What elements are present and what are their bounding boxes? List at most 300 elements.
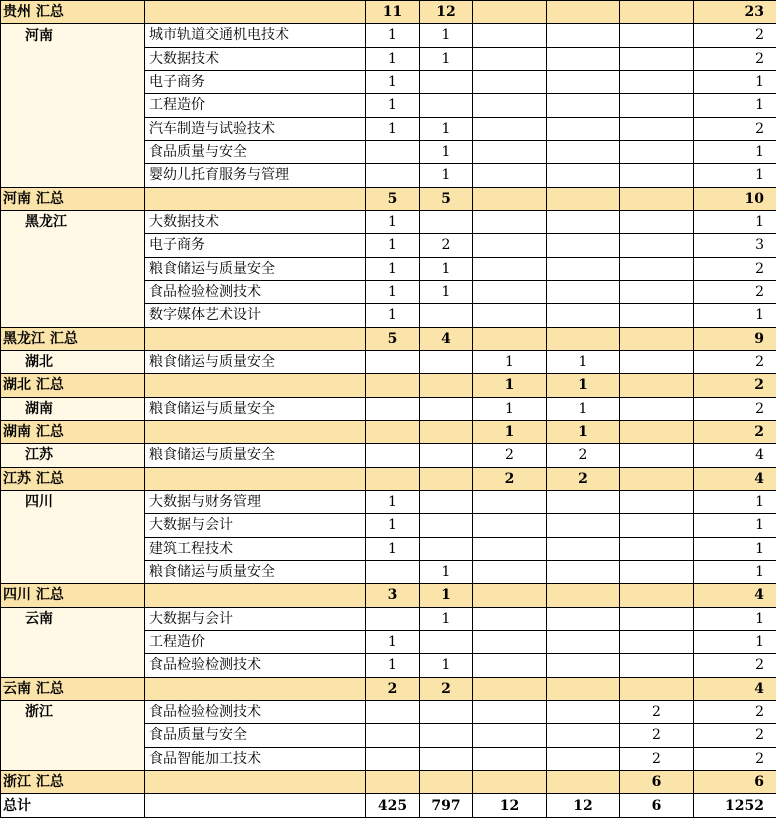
value-cell[interactable]: 1 — [366, 630, 420, 653]
subtotal-value[interactable] — [473, 187, 547, 210]
table-row — [1, 257, 776, 280]
table-row — [1, 164, 776, 187]
subtotal-value[interactable] — [547, 677, 620, 700]
value-cell[interactable]: 1 — [694, 94, 776, 117]
major-cell[interactable]: 食品质量与安全 — [145, 140, 366, 163]
value-cell[interactable] — [366, 397, 420, 420]
value-cell[interactable] — [620, 537, 694, 560]
value-cell[interactable]: 1 — [366, 47, 420, 70]
subtotal-value[interactable] — [420, 420, 473, 443]
major-cell[interactable]: 数字媒体艺术设计 — [145, 304, 366, 327]
value-cell[interactable] — [473, 700, 547, 723]
value-cell[interactable] — [620, 164, 694, 187]
value-cell[interactable] — [547, 47, 620, 70]
value-cell[interactable] — [473, 164, 547, 187]
value-cell[interactable] — [547, 747, 620, 770]
value-cell[interactable] — [547, 514, 620, 537]
subtotal-value[interactable] — [366, 467, 420, 490]
subtotal-value[interactable]: 1 — [473, 420, 547, 443]
value-cell[interactable]: 1 — [366, 654, 420, 677]
subtotal-value[interactable] — [547, 584, 620, 607]
value-cell[interactable] — [547, 630, 620, 653]
value-cell[interactable] — [366, 350, 420, 373]
province-cell[interactable]: 四川 — [1, 490, 145, 513]
table-row — [1, 490, 776, 513]
value-cell[interactable] — [473, 537, 547, 560]
value-cell[interactable] — [620, 94, 694, 117]
subtotal-value[interactable] — [620, 677, 694, 700]
value-cell[interactable]: 2 — [547, 444, 620, 467]
major-cell[interactable]: 电子商务 — [145, 70, 366, 93]
value-cell[interactable] — [547, 210, 620, 233]
value-cell[interactable] — [473, 280, 547, 303]
major-cell[interactable]: 食品检验检测技术 — [145, 700, 366, 723]
value-cell[interactable]: 2 — [694, 654, 776, 677]
value-cell[interactable] — [366, 140, 420, 163]
value-cell[interactable]: 1 — [694, 304, 776, 327]
province-cell[interactable] — [1, 117, 145, 140]
subtotal-label[interactable]: 黑龙江 汇总 — [1, 327, 145, 350]
value-cell[interactable]: 1 — [366, 490, 420, 513]
value-cell[interactable]: 2 — [420, 234, 473, 257]
value-cell[interactable] — [620, 607, 694, 630]
value-cell[interactable]: 1 — [694, 164, 776, 187]
value-cell[interactable] — [547, 560, 620, 583]
value-cell[interactable] — [366, 607, 420, 630]
value-cell[interactable]: 1 — [366, 304, 420, 327]
value-cell[interactable] — [620, 24, 694, 47]
province-cell[interactable]: 江苏 — [1, 444, 145, 467]
value-cell[interactable] — [473, 654, 547, 677]
value-cell[interactable] — [366, 164, 420, 187]
value-cell[interactable] — [473, 94, 547, 117]
subtotal-value[interactable]: 10 — [694, 187, 776, 210]
value-cell[interactable] — [420, 537, 473, 560]
value-cell[interactable]: 1 — [694, 537, 776, 560]
value-cell[interactable] — [620, 47, 694, 70]
value-cell[interactable] — [420, 444, 473, 467]
major-cell[interactable]: 大数据与会计 — [145, 514, 366, 537]
province-cell[interactable]: 湖北 — [1, 350, 145, 373]
subtotal-value[interactable]: 6 — [620, 770, 694, 793]
value-cell[interactable] — [547, 117, 620, 140]
value-cell[interactable]: 4 — [694, 444, 776, 467]
subtotal-value[interactable] — [620, 327, 694, 350]
value-cell[interactable] — [473, 560, 547, 583]
value-cell[interactable]: 1 — [473, 350, 547, 373]
subtotal-label[interactable]: 四川 汇总 — [1, 584, 145, 607]
value-cell[interactable] — [547, 257, 620, 280]
subtotal-value[interactable]: 5 — [366, 327, 420, 350]
major-cell[interactable]: 粮食储运与质量安全 — [145, 257, 366, 280]
value-cell[interactable]: 2 — [620, 724, 694, 747]
subtotal-value[interactable]: 1 — [473, 374, 547, 397]
grand-total-value[interactable]: 12 — [547, 794, 620, 818]
table-row — [1, 654, 776, 677]
value-cell[interactable]: 2 — [694, 257, 776, 280]
value-cell[interactable] — [547, 164, 620, 187]
province-cell[interactable] — [1, 514, 145, 537]
major-cell[interactable]: 食品检验检测技术 — [145, 280, 366, 303]
major-cell[interactable]: 婴幼儿托育服务与管理 — [145, 164, 366, 187]
value-cell[interactable]: 1 — [366, 94, 420, 117]
subtotal-value[interactable] — [547, 770, 620, 793]
subtotal-value[interactable]: 2 — [694, 374, 776, 397]
value-cell[interactable] — [420, 210, 473, 233]
subtotal-value[interactable] — [473, 677, 547, 700]
subtotal-value[interactable]: 4 — [420, 327, 473, 350]
subtotal-value[interactable]: 4 — [694, 677, 776, 700]
value-cell[interactable] — [547, 304, 620, 327]
value-cell[interactable]: 1 — [694, 70, 776, 93]
value-cell[interactable] — [620, 350, 694, 373]
province-cell[interactable] — [1, 537, 145, 560]
value-cell[interactable] — [620, 560, 694, 583]
value-cell[interactable]: 3 — [694, 234, 776, 257]
subtotal-value[interactable] — [547, 1, 620, 24]
subtotal-value[interactable] — [366, 420, 420, 443]
value-cell[interactable]: 2 — [620, 747, 694, 770]
major-cell[interactable]: 大数据与会计 — [145, 607, 366, 630]
value-cell[interactable] — [420, 94, 473, 117]
value-cell[interactable]: 2 — [694, 397, 776, 420]
subtotal-value[interactable] — [420, 770, 473, 793]
subtotal-blank[interactable] — [145, 677, 366, 700]
subtotal-value[interactable]: 2 — [547, 467, 620, 490]
major-cell[interactable]: 粮食储运与质量安全 — [145, 444, 366, 467]
value-cell[interactable] — [420, 350, 473, 373]
subtotal-value[interactable] — [547, 327, 620, 350]
value-cell[interactable]: 1 — [366, 24, 420, 47]
subtotal-value[interactable] — [366, 374, 420, 397]
value-cell[interactable]: 1 — [420, 140, 473, 163]
major-cell[interactable]: 汽车制造与试验技术 — [145, 117, 366, 140]
value-cell[interactable]: 1 — [694, 607, 776, 630]
value-cell[interactable] — [620, 257, 694, 280]
value-cell[interactable]: 1 — [420, 654, 473, 677]
value-cell[interactable]: 2 — [694, 280, 776, 303]
subtotal-blank[interactable] — [145, 374, 366, 397]
subtotal-value[interactable]: 23 — [694, 1, 776, 24]
value-cell[interactable]: 1 — [694, 514, 776, 537]
table-row — [1, 560, 776, 583]
table-row — [1, 117, 776, 140]
table-row — [1, 94, 776, 117]
province-cell[interactable] — [1, 234, 145, 257]
value-cell[interactable] — [420, 304, 473, 327]
value-cell[interactable] — [366, 747, 420, 770]
grand-total-blank[interactable] — [145, 794, 366, 818]
subtotal-value[interactable] — [366, 770, 420, 793]
value-cell[interactable]: 2 — [694, 724, 776, 747]
grand-total-value[interactable]: 12 — [473, 794, 547, 818]
subtotal-value[interactable]: 1 — [420, 584, 473, 607]
value-cell[interactable]: 1 — [420, 607, 473, 630]
value-cell[interactable] — [420, 747, 473, 770]
value-cell[interactable]: 2 — [473, 444, 547, 467]
value-cell[interactable] — [547, 234, 620, 257]
value-cell[interactable] — [366, 444, 420, 467]
province-cell[interactable]: 黑龙江 — [1, 210, 145, 233]
grand-total-value[interactable]: 425 — [366, 794, 420, 818]
subtotal-value[interactable]: 2 — [694, 420, 776, 443]
subtotal-label[interactable]: 湖南 汇总 — [1, 420, 145, 443]
table-row — [1, 210, 776, 233]
value-cell[interactable] — [473, 630, 547, 653]
table-row — [1, 444, 776, 467]
value-cell[interactable] — [473, 724, 547, 747]
major-cell[interactable]: 食品检验检测技术 — [145, 654, 366, 677]
subtotal-value[interactable] — [620, 584, 694, 607]
value-cell[interactable] — [420, 397, 473, 420]
value-cell[interactable]: 2 — [694, 24, 776, 47]
value-cell[interactable]: 2 — [694, 47, 776, 70]
subtotal-value[interactable] — [420, 467, 473, 490]
value-cell[interactable] — [620, 70, 694, 93]
value-cell[interactable] — [473, 747, 547, 770]
value-cell[interactable] — [547, 70, 620, 93]
grand-total-value[interactable]: 6 — [620, 794, 694, 818]
major-cell[interactable]: 建筑工程技术 — [145, 537, 366, 560]
subtotal-label[interactable]: 云南 汇总 — [1, 677, 145, 700]
value-cell[interactable]: 2 — [620, 700, 694, 723]
value-cell[interactable] — [473, 117, 547, 140]
value-cell[interactable] — [620, 444, 694, 467]
subtotal-value[interactable] — [473, 770, 547, 793]
value-cell[interactable]: 1 — [547, 350, 620, 373]
province-cell[interactable]: 云南 — [1, 607, 145, 630]
value-cell[interactable]: 2 — [694, 747, 776, 770]
value-cell[interactable] — [473, 140, 547, 163]
province-cell[interactable] — [1, 747, 145, 770]
subtotal-row — [1, 584, 776, 607]
value-cell[interactable] — [620, 117, 694, 140]
table-row — [1, 537, 776, 560]
value-cell[interactable]: 1 — [366, 70, 420, 93]
value-cell[interactable]: 1 — [420, 560, 473, 583]
value-cell[interactable] — [547, 537, 620, 560]
subtotal-value[interactable]: 12 — [420, 1, 473, 24]
province-cell[interactable] — [1, 164, 145, 187]
value-cell[interactable]: 1 — [420, 280, 473, 303]
value-cell[interactable] — [473, 257, 547, 280]
subtotal-label[interactable]: 河南 汇总 — [1, 187, 145, 210]
value-cell[interactable]: 1 — [420, 164, 473, 187]
value-cell[interactable] — [620, 280, 694, 303]
major-cell[interactable]: 粮食储运与质量安全 — [145, 350, 366, 373]
subtotal-label[interactable]: 湖北 汇总 — [1, 374, 145, 397]
subtotal-value[interactable] — [620, 1, 694, 24]
province-cell[interactable] — [1, 560, 145, 583]
subtotal-row — [1, 327, 776, 350]
subtotal-value[interactable]: 4 — [694, 467, 776, 490]
province-cell[interactable] — [1, 654, 145, 677]
subtotal-value[interactable] — [473, 584, 547, 607]
value-cell[interactable] — [366, 560, 420, 583]
value-cell[interactable] — [420, 70, 473, 93]
value-cell[interactable]: 1 — [420, 117, 473, 140]
major-cell[interactable]: 粮食储运与质量安全 — [145, 397, 366, 420]
value-cell[interactable] — [620, 630, 694, 653]
value-cell[interactable]: 1 — [420, 24, 473, 47]
subtotal-blank[interactable] — [145, 1, 366, 24]
value-cell[interactable] — [547, 490, 620, 513]
subtotal-value[interactable] — [473, 327, 547, 350]
value-cell[interactable]: 1 — [694, 490, 776, 513]
value-cell[interactable]: 1 — [366, 234, 420, 257]
province-cell[interactable] — [1, 94, 145, 117]
table-row — [1, 700, 776, 723]
value-cell[interactable]: 2 — [694, 350, 776, 373]
value-cell[interactable] — [620, 490, 694, 513]
major-cell[interactable]: 食品智能加工技术 — [145, 747, 366, 770]
value-cell[interactable] — [547, 24, 620, 47]
value-cell[interactable] — [366, 700, 420, 723]
value-cell[interactable] — [420, 630, 473, 653]
province-cell[interactable]: 浙江 — [1, 700, 145, 723]
major-cell[interactable]: 工程造价 — [145, 94, 366, 117]
value-cell[interactable] — [620, 210, 694, 233]
province-cell[interactable] — [1, 70, 145, 93]
value-cell[interactable]: 1 — [694, 560, 776, 583]
province-cell[interactable] — [1, 280, 145, 303]
table-row — [1, 47, 776, 70]
value-cell[interactable] — [547, 654, 620, 677]
value-cell[interactable] — [420, 514, 473, 537]
subtotal-row — [1, 677, 776, 700]
value-cell[interactable] — [366, 724, 420, 747]
value-cell[interactable] — [473, 70, 547, 93]
value-cell[interactable] — [620, 140, 694, 163]
subtotal-value[interactable]: 11 — [366, 1, 420, 24]
province-cell[interactable]: 河南 — [1, 24, 145, 47]
value-cell[interactable]: 1 — [694, 630, 776, 653]
value-cell[interactable]: 1 — [473, 397, 547, 420]
major-cell[interactable]: 粮食储运与质量安全 — [145, 560, 366, 583]
subtotal-value[interactable]: 2 — [366, 677, 420, 700]
value-cell[interactable]: 1 — [366, 537, 420, 560]
value-cell[interactable] — [620, 234, 694, 257]
value-cell[interactable] — [620, 397, 694, 420]
value-cell[interactable] — [420, 724, 473, 747]
value-cell[interactable] — [420, 490, 473, 513]
province-cell[interactable]: 湖南 — [1, 397, 145, 420]
value-cell[interactable] — [473, 47, 547, 70]
subtotal-value[interactable] — [620, 467, 694, 490]
subtotal-blank[interactable] — [145, 467, 366, 490]
major-cell[interactable]: 电子商务 — [145, 234, 366, 257]
value-cell[interactable] — [547, 700, 620, 723]
province-cell[interactable] — [1, 630, 145, 653]
value-cell[interactable]: 1 — [420, 47, 473, 70]
table-row — [1, 70, 776, 93]
value-cell[interactable] — [620, 514, 694, 537]
value-cell[interactable]: 1 — [420, 257, 473, 280]
grand-total-row — [1, 794, 776, 818]
grand-total-value[interactable]: 1252 — [694, 794, 776, 818]
value-cell[interactable]: 1 — [366, 210, 420, 233]
value-cell[interactable] — [473, 607, 547, 630]
subtotal-label[interactable]: 江苏 汇总 — [1, 467, 145, 490]
value-cell[interactable]: 1 — [366, 257, 420, 280]
value-cell[interactable] — [473, 234, 547, 257]
subtotal-label[interactable]: 贵州 汇总 — [1, 1, 145, 24]
value-cell[interactable]: 1 — [694, 140, 776, 163]
value-cell[interactable] — [473, 490, 547, 513]
value-cell[interactable] — [473, 24, 547, 47]
value-cell[interactable]: 2 — [694, 117, 776, 140]
value-cell[interactable]: 2 — [694, 700, 776, 723]
subtotal-blank[interactable] — [145, 584, 366, 607]
subtotal-value[interactable] — [420, 374, 473, 397]
subtotal-value[interactable]: 6 — [694, 770, 776, 793]
subtotal-value[interactable]: 9 — [694, 327, 776, 350]
subtotal-label[interactable]: 浙江 汇总 — [1, 770, 145, 793]
value-cell[interactable] — [547, 140, 620, 163]
province-cell[interactable] — [1, 724, 145, 747]
major-cell[interactable]: 大数据技术 — [145, 47, 366, 70]
value-cell[interactable] — [547, 607, 620, 630]
value-cell[interactable]: 1 — [547, 397, 620, 420]
subtotal-value[interactable]: 1 — [547, 374, 620, 397]
value-cell[interactable] — [547, 280, 620, 303]
value-cell[interactable] — [420, 700, 473, 723]
grand-total-label[interactable]: 总计 — [1, 794, 145, 818]
value-cell[interactable] — [620, 654, 694, 677]
province-cell[interactable] — [1, 304, 145, 327]
value-cell[interactable] — [547, 724, 620, 747]
major-cell[interactable]: 工程造价 — [145, 630, 366, 653]
grand-total-value[interactable]: 797 — [420, 794, 473, 818]
subtotal-value[interactable]: 5 — [366, 187, 420, 210]
subtotal-blank[interactable] — [145, 327, 366, 350]
table-row — [1, 280, 776, 303]
major-cell[interactable]: 城市轨道交通机电技术 — [145, 24, 366, 47]
subtotal-blank[interactable] — [145, 187, 366, 210]
value-cell[interactable]: 1 — [694, 210, 776, 233]
subtotal-value[interactable] — [547, 187, 620, 210]
value-cell[interactable]: 1 — [366, 280, 420, 303]
value-cell[interactable] — [547, 94, 620, 117]
subtotal-blank[interactable] — [145, 420, 366, 443]
major-cell[interactable]: 食品质量与安全 — [145, 724, 366, 747]
subtotal-value[interactable]: 1 — [547, 420, 620, 443]
subtotal-row — [1, 374, 776, 397]
subtotal-value[interactable] — [473, 1, 547, 24]
province-cell[interactable] — [1, 140, 145, 163]
subtotal-value[interactable]: 3 — [366, 584, 420, 607]
major-cell[interactable]: 大数据与财务管理 — [145, 490, 366, 513]
province-cell[interactable] — [1, 47, 145, 70]
subtotal-value[interactable]: 4 — [694, 584, 776, 607]
subtotal-value[interactable] — [620, 374, 694, 397]
subtotal-value[interactable]: 5 — [420, 187, 473, 210]
value-cell[interactable]: 1 — [366, 514, 420, 537]
value-cell[interactable] — [620, 304, 694, 327]
table-row — [1, 140, 776, 163]
subtotal-value[interactable]: 2 — [420, 677, 473, 700]
subtotal-value[interactable] — [620, 187, 694, 210]
province-cell[interactable] — [1, 257, 145, 280]
subtotal-value[interactable] — [620, 420, 694, 443]
value-cell[interactable] — [473, 304, 547, 327]
major-cell[interactable]: 大数据技术 — [145, 210, 366, 233]
value-cell[interactable] — [473, 514, 547, 537]
subtotal-blank[interactable] — [145, 770, 366, 793]
subtotal-value[interactable]: 2 — [473, 467, 547, 490]
value-cell[interactable] — [473, 210, 547, 233]
value-cell[interactable]: 1 — [366, 117, 420, 140]
